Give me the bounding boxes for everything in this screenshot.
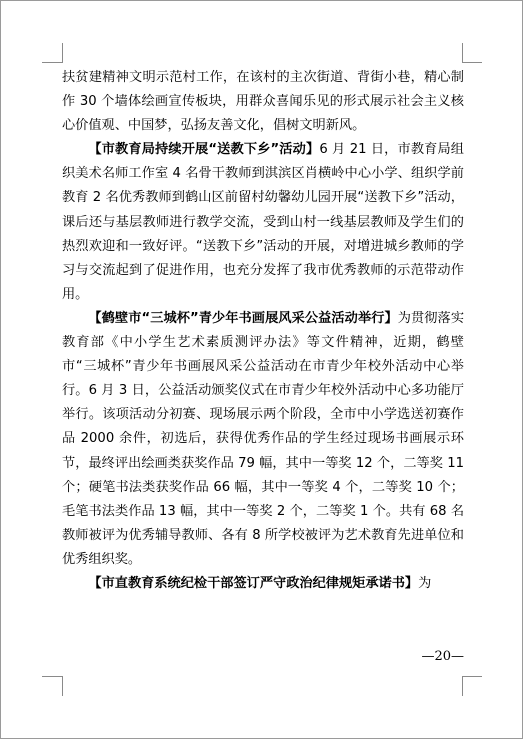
paragraph-heading: 【鹤壁市“三城杯”青少年书画展风采公益活动举行】: [88, 310, 398, 326]
page-number: —20—: [421, 649, 464, 664]
paragraph-text: 6 月 21 日，市教育局组织美术名师工作室 4 名骨干教师到淇滨区肖横岭中心小学、组织学前教育 2 名优秀教师到鹤山区前留村幼馨幼儿园开展“送教下乡”活动，课后还与基层教师进行教学交流，受到山村一线基层教师及学生们的热烈欢迎和一致好评。“送教下乡”活动的开展，对增进城乡教师的学习与交流起到了促进作用，也充分发挥了我市优秀教师的示范带动作用。: [62, 142, 464, 302]
paragraph-discipline-pledge: [62, 572, 464, 596]
crop-mark-top-left-v: [62, 43, 63, 63]
paragraph-text: 扶贫建精神文明示范村工作，在该村的主次街道、背街小巷，精心制作 30 个墙体绘画宣传板块，用群众喜闻乐见的形式展示社会主义核心价值观、中国梦，弘扬友善文化，倡树文明新风。: [62, 70, 464, 134]
document-body: [62, 66, 464, 596]
paragraph-text: 为: [418, 575, 432, 591]
paragraph-heading: 【市直教育系统纪检干部签订严守政治纪律规矩承诺书】: [88, 575, 419, 591]
crop-mark-top-right-h: [462, 62, 482, 63]
crop-mark-bottom-left-v: [62, 676, 63, 696]
crop-mark-bottom-right-h: [462, 676, 482, 677]
paragraph-heading: 【市教育局持续开展“送教下乡”活动】: [88, 142, 320, 158]
paragraph-send-teaching: [62, 138, 464, 307]
paragraph-art-exhibition: [62, 307, 464, 572]
crop-mark-top-right-v: [462, 43, 463, 63]
crop-mark-bottom-right-v: [462, 676, 463, 696]
crop-mark-top-left-h: [42, 62, 62, 63]
crop-mark-bottom-left-h: [42, 676, 62, 677]
paragraph-continuation: [62, 66, 464, 138]
paragraph-text: 为贯彻落实教育部《中小学生艺术素质测评办法》等文件精神，近期，鹤壁市“三城杯”青少年书画展风采公益活动在市青少年校外活动中心举行。6 月 3 日，公益活动颁奖仪式在市青少年校外活动中心多功能厅举行。该项活动分初赛、现场展示两个阶段，全市中小学选送初赛作品 2000 余件，初选后，获得优秀作品的学生经过现场书画展示环节，最终评出绘画类获奖作品 79 幅，其中一等奖 12 个，二等奖 11 个；硬笔书法类获奖作品 66 幅，其中一等奖 4 个，二等奖 10 个；毛笔书法类作品 13 幅，其中一等奖 2 个，二等奖 1 个。共有 68 名教师被评为优秀辅导教师、各有 8 所学校被评为艺术教育先进单位和优秀组织奖。: [62, 310, 465, 567]
